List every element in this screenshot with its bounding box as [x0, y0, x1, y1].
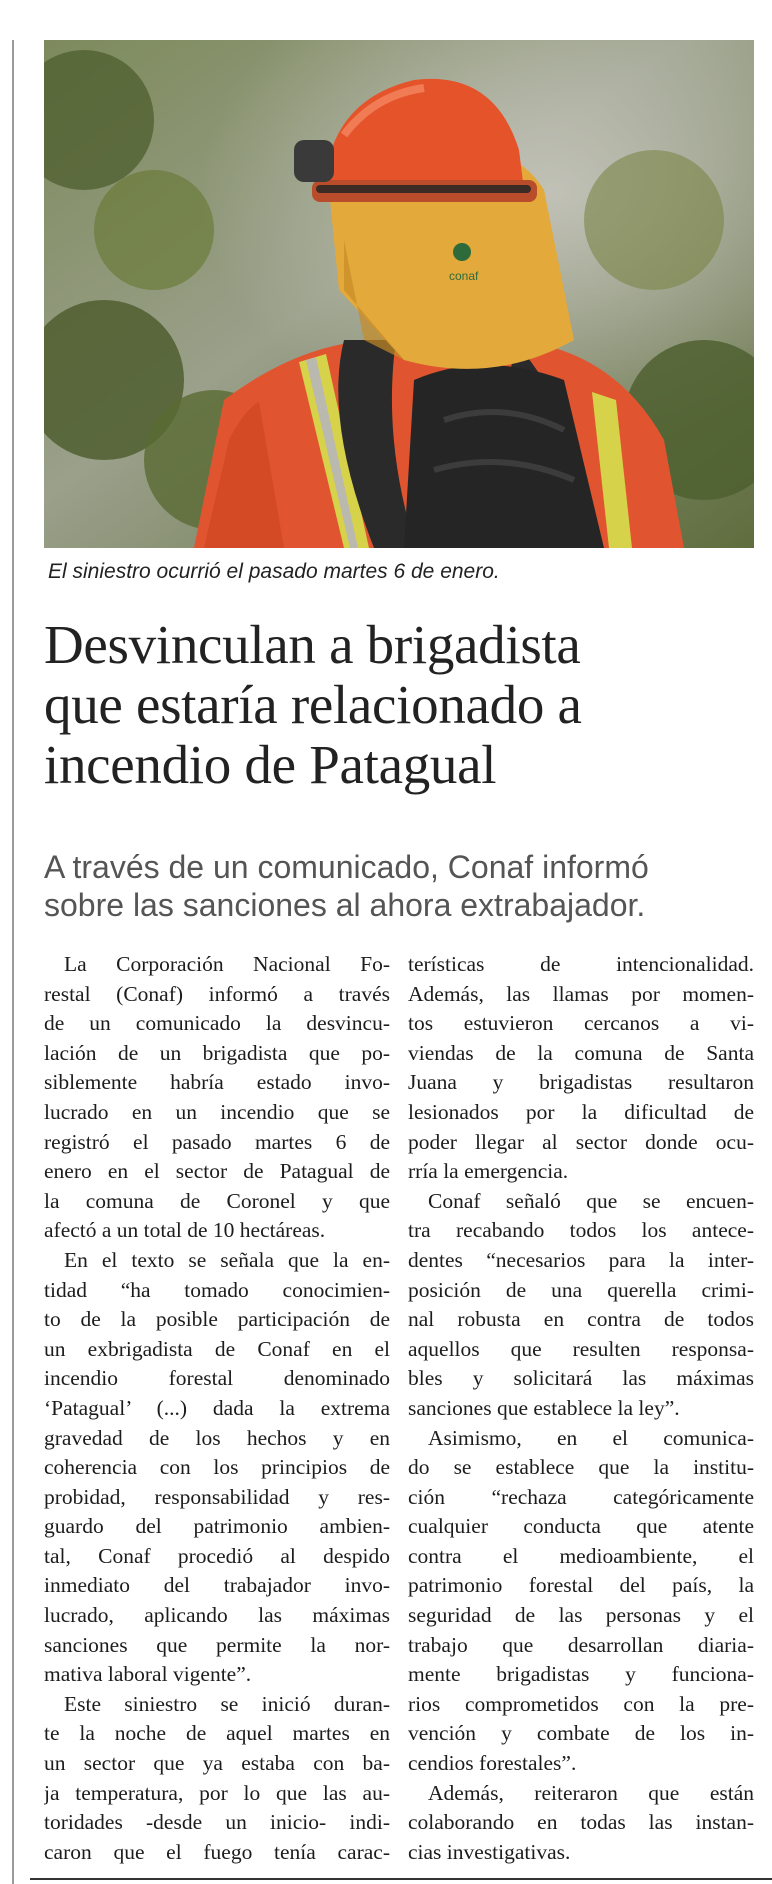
body-line: registró el pasado martes 6 de — [44, 1129, 390, 1154]
headline-line: que estaría relacionado a — [44, 674, 582, 735]
body-line: inmediato del trabajador invo- — [44, 1573, 390, 1598]
body-line: la comuna de Coronel y que — [44, 1188, 390, 1213]
body-line: cias investigativas. — [408, 1839, 571, 1864]
body-line: seguridad de las personas y el — [408, 1603, 754, 1628]
body-line: un exbrigadista de Conaf en el — [44, 1336, 390, 1361]
body-line: toridades -desde un inicio- indi- — [44, 1810, 390, 1835]
body-line: poder llegar al sector donde ocu- — [408, 1129, 754, 1154]
body-line: mativa laboral vigente”. — [44, 1662, 252, 1687]
body-line: posición de una querella crimi- — [408, 1277, 754, 1302]
body-line: trabajo que desarrollan diaria- — [408, 1632, 754, 1657]
body-line: lucrado en un incendio que se — [44, 1099, 390, 1124]
body-line: La Corporación Nacional Fo- — [64, 952, 390, 976]
body-line: rios comprometidos con la pre- — [408, 1691, 754, 1716]
body-line: to de la posible participación de — [44, 1307, 390, 1332]
photo-caption: El siniestro ocurrió el pasado martes 6 de enero. — [48, 560, 500, 583]
body-line: ‘Patagual’ (...) dada la extrema — [44, 1395, 390, 1420]
body-line: terísticas de intencionalidad. — [408, 952, 754, 976]
body-line: mente brigadistas y funciona- — [408, 1662, 754, 1687]
body-line: Además, las llamas por momen- — [408, 981, 754, 1006]
body-line: gravedad de los hechos y en — [44, 1425, 390, 1450]
body-line: aquellos que resulten responsa- — [408, 1336, 754, 1361]
body-line: Juana y brigadistas resultaron — [408, 1070, 754, 1095]
body-line: tidad “ha tomado conocimien- — [44, 1277, 390, 1302]
body-line: colaborando en todas las instan- — [408, 1810, 754, 1835]
body-line: tal, Conaf procedió al despido — [44, 1543, 390, 1568]
body-line: de un comunicado la desvincu- — [44, 1011, 390, 1036]
body-line: coherencia con los principios de — [44, 1455, 390, 1480]
helmet-logo: conaf — [449, 269, 479, 283]
left-column-rule — [12, 40, 14, 1884]
subheadline-line: sobre las sanciones al ahora extrabajador. — [44, 887, 646, 923]
body-line: lucrado, aplicando las máximas — [44, 1603, 390, 1628]
body-line: lesionados por la dificultad de — [408, 1099, 754, 1124]
body-line: contra el medioambiente, el — [408, 1543, 754, 1568]
body-line: probidad, responsabilidad y res- — [44, 1484, 390, 1509]
body-line: dentes “necesarios para la inter- — [408, 1247, 754, 1272]
body-line: vención y combate de los in- — [408, 1721, 754, 1746]
article-photo — [44, 40, 754, 548]
body-line: ción “rechaza categóricamente — [408, 1484, 754, 1509]
body-line: tra recabando todos los antece- — [408, 1218, 754, 1243]
body-line: ja temperatura, por lo que las au- — [44, 1780, 390, 1805]
body-line: rría la emergencia. — [408, 1159, 569, 1184]
body-column-left — [44, 950, 390, 1867]
body-line: cendios forestales”. — [408, 1751, 577, 1776]
subheadline — [44, 848, 760, 924]
bottom-rule — [30, 1878, 772, 1880]
body-line: Conaf señaló que se encuen- — [428, 1188, 754, 1213]
body-line: do se establece que la institu- — [408, 1455, 754, 1480]
body-line: afectó a un total de 10 hectáreas. — [44, 1218, 326, 1243]
body-column-right — [408, 950, 754, 1867]
body-line: restal (Conaf) informó a través — [44, 981, 390, 1006]
body-line: sanciones que establece la ley”. — [408, 1395, 680, 1420]
body-line: enero en el sector de Patagual de — [44, 1159, 390, 1184]
body-line: En el texto se señala que la en- — [64, 1247, 390, 1272]
body-line: te la noche de aquel martes en — [44, 1721, 390, 1746]
headline — [44, 615, 760, 795]
body-line: sanciones que permite la nor- — [44, 1632, 390, 1657]
body-line: patrimonio forestal del país, la — [408, 1573, 754, 1598]
headline-line: Desvinculan a brigadista — [44, 614, 581, 675]
body-line: siblemente habría estado invo- — [44, 1070, 390, 1095]
body-line: caron que el fuego tenía carac- — [44, 1839, 390, 1864]
body-line: guardo del patrimonio ambien- — [44, 1514, 390, 1539]
body-line: lación de un brigadista que po- — [44, 1040, 390, 1065]
body-line: nal robusta en contra de todos — [408, 1307, 754, 1332]
subheadline-line: A través de un comunicado, Conaf informó — [44, 849, 649, 885]
body-line: bles y solicitará las máximas — [408, 1366, 754, 1391]
body-line: cualquier conducta que atente — [408, 1514, 754, 1539]
headline-line: incendio de Patagual — [44, 734, 497, 795]
body-line: incendio forestal denominado — [44, 1366, 390, 1391]
body-line: Este siniestro se inició duran- — [64, 1691, 390, 1716]
body-line: Además, reiteraron que están — [428, 1780, 754, 1805]
body-line: un sector que ya estaba con ba- — [44, 1751, 390, 1776]
body-line: tos estuvieron cercanos a vi- — [408, 1011, 754, 1036]
body-line: Asimismo, en el comunica- — [428, 1425, 754, 1450]
body-line: viendas de la comuna de Santa — [408, 1040, 754, 1065]
